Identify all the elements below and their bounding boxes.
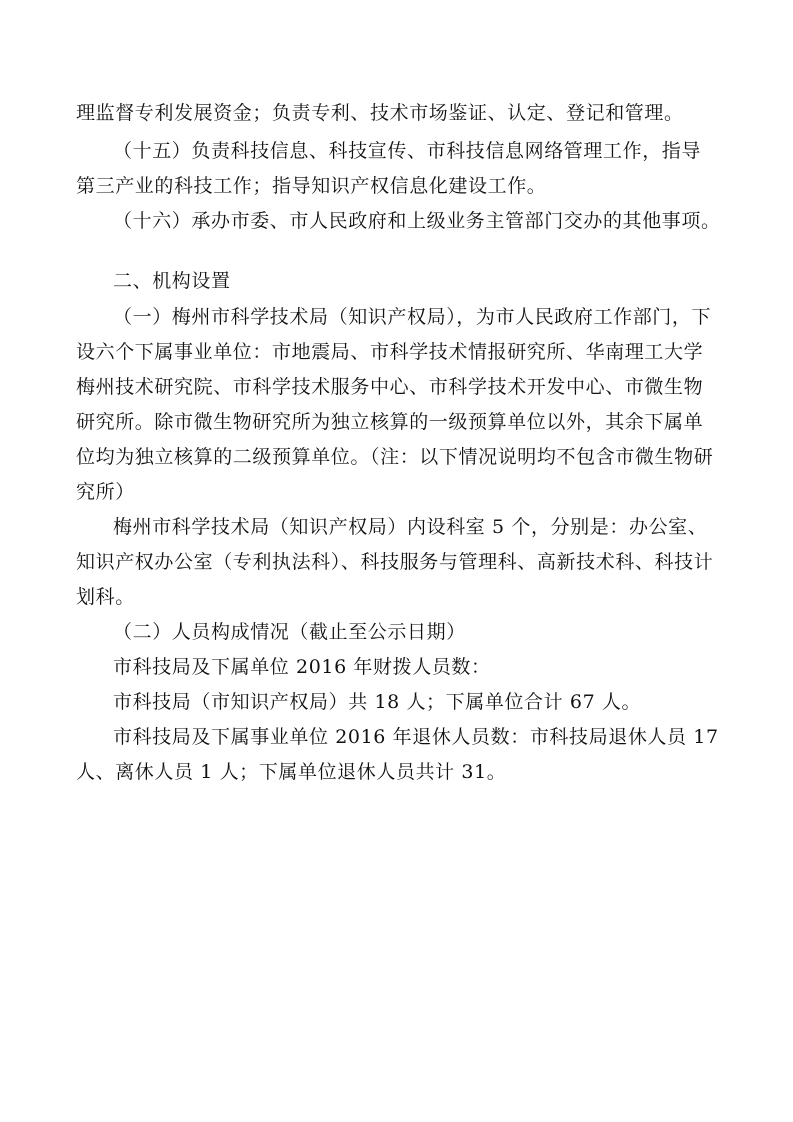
- subsection-heading: （二）人员构成情况（截止至公示日期）: [113, 621, 466, 643]
- text-line: 究所）: [76, 481, 135, 503]
- text-line: 研究所。除市微生物研究所为独立核算的一级预算单位以外，其余下属单: [76, 411, 704, 433]
- text-line: 知识产权办公室（专利执法科）、科技服务与管理科、高新技术科、科技计: [76, 551, 714, 573]
- text-line: （一）梅州市科学技术局（知识产权局），为市人民政府工作部门，下: [113, 306, 712, 328]
- text-line: 市科技局及下属事业单位 2016 年退休人员数：市科技局退休人员 17: [113, 726, 719, 748]
- text-line: 梅州技术研究院、市科学技术服务中心、市科学技术开发中心、市微生物: [76, 376, 704, 398]
- text-line: （十六）承办市委、市人民政府和上级业务主管部门交办的其他事项。: [113, 210, 721, 232]
- text-line: 梅州市科学技术局（知识产权局）内设科室 5 个，分别是：办公室、: [113, 516, 708, 538]
- text-line: 设六个下属事业单位：市地震局、市科学技术情报研究所、华南理工大学: [76, 341, 704, 363]
- text-line: 第三产业的科技工作；指导知识产权信息化建设工作。: [76, 175, 547, 197]
- text-line: 划科。: [76, 586, 135, 608]
- text-line: 人、离休人员 1 人；下属单位退休人员共计 31。: [76, 761, 507, 783]
- text-line: （十五）负责科技信息、科技宣传、市科技信息网络管理工作，指导: [113, 140, 702, 162]
- text-line: 市科技局及下属单位 2016 年财拨人员数：: [113, 656, 491, 678]
- section-heading: 二、机构设置: [113, 270, 231, 292]
- text-line: 理监督专利发展资金；负责专利、技术市场鉴证、认定、登记和管理。: [76, 102, 684, 124]
- text-line: 市科技局（市知识产权局）共 18 人；下属单位合计 67 人。: [113, 691, 642, 713]
- text-line: 位均为独立核算的二级预算单位。（注：以下情况说明均不包含市微生物研: [76, 446, 714, 468]
